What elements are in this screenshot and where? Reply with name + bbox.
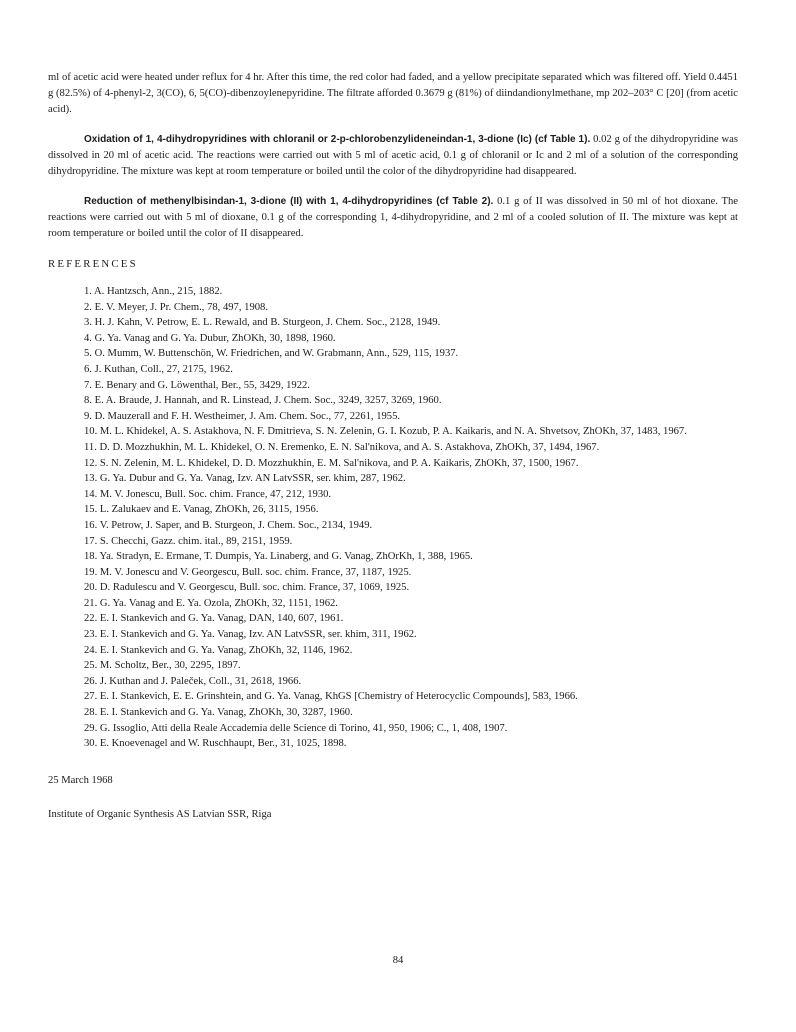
reference-item: 4. G. Ya. Vanag and G. Ya. Dubur, ZhOKh, 30, 1898, 1960.: [84, 332, 336, 344]
reference-item: 16. V. Petrow, J. Saper, and B. Sturgeon, J. Chem. Soc., 2134, 1949.: [84, 519, 373, 531]
reference-item: 28. E. I. Stankevich and G. Ya. Vanag, ZhOKh, 30, 3287, 1960.: [84, 707, 353, 719]
intro-paragraph: ml of acetic acid were heated under reflux for 4 hr. After this time, the red color had faded, and a yellow precipitate separated which was filtered off. Yield 0.4451 g (82.5%) of 4-phenyl-2, 3(CO), 6, 5(CO)-dibenzoylenepyridine. The filtrate afforded 0.3679 g (81%) of diindandionylmethane, mp 202–203° C [20] (from acetic acid).: [48, 72, 738, 115]
oxidation-text: 0.02 g of the dihydropyridine was dissolved in 20 ml of acetic acid. The reactions were carried out with 5 ml of acetic acid, 0.1 g of chloranil or Ic and 2 ml of a solution of the corresponding dihydropyridine. The mixture was kept at room temperature or boiled until the color of the dihydropyridine had disappeared.: [48, 134, 738, 177]
reference-item: 13. G. Ya. Dubur and G. Ya. Vanag, Izv. AN LatvSSR, ser. khim, 287, 1962.: [84, 473, 406, 485]
reference-item: 30. E. Knoevenagel and W. Ruschhaupt, Ber., 31, 1025, 1898.: [84, 738, 347, 750]
reference-item: 17. S. Checchi, Gazz. chim. ital., 89, 2151, 1959.: [84, 535, 293, 547]
reference-item: 7. E. Benary and G. Löwenthal, Ber., 55, 3429, 1922.: [84, 379, 310, 391]
reduction-text: 0.1 g of II was dissolved in 50 ml of hot dioxane. The reactions were carried out with 5 ml of dioxane, 0.1 g of the corresponding 1, 4-dihydropyridine, and 2 ml of a cooled solution of II. The mixture was kept at room temperature or boiled until the color of II disappeared.: [48, 196, 738, 239]
reference-item: 2. E. V. Meyer, J. Pr. Chem., 78, 497, 1908.: [84, 301, 268, 313]
reference-item: 18. Ya. Stradyn, E. Ermane, T. Dumpis, Ya. Linaberg, and G. Vanag, ZhOrKh, 1, 388, 1965.: [84, 551, 473, 563]
reference-item: 19. M. V. Jonescu and V. Georgescu, Bull. soc. chim. France, 37, 1187, 1925.: [84, 566, 412, 578]
references-heading: REFERENCES: [48, 258, 138, 270]
reduction-paragraph: [48, 194, 738, 242]
reference-item: 14. M. V. Jonescu, Bull. Soc. chim. France, 47, 212, 1930.: [84, 488, 332, 500]
reference-item: 5. O. Mumm, W. Buttenschön, W. Friedrichen, and W. Grabmann, Ann., 529, 115, 1937.: [84, 348, 459, 360]
reference-item: 15. L. Zalukaev and E. Vanag, ZhOKh, 26, 3115, 1956.: [84, 504, 319, 516]
reference-item: 8. E. A. Braude, J. Hannah, and R. Linstead, J. Chem. Soc., 3249, 3257, 3269, 1960.: [84, 395, 442, 407]
reference-item: 21. G. Ya. Vanag and E. Ya. Ozola, ZhOKh, 32, 1151, 1962.: [84, 597, 338, 609]
reference-item: 25. M. Scholtz, Ber., 30, 2295, 1897.: [84, 660, 241, 672]
reference-item: 22. E. I. Stankevich and G. Ya. Vanag, DAN, 140, 607, 1961.: [84, 613, 344, 625]
reference-item: 12. S. N. Zelenin, M. L. Khidekel, D. D. Mozzhukhin, E. M. Sal'nikova, and P. A. Kaikaris, ZhOKh, 37, 1500, 1967.: [84, 457, 579, 469]
reference-item: 26. J. Kuthan and J. Paleček, Coll., 31, 2618, 1966.: [84, 675, 302, 687]
reference-item: 29. G. Issoglio, Atti della Reale Accademia delle Science di Torino, 41, 950, 1906; C., 1, 408, 1907.: [84, 722, 508, 734]
reference-item: 27. E. I. Stankevich, E. E. Grinshtein, and G. Ya. Vanag, KhGS [Chemistry of Heterocyclic Compounds], 583, 1966.: [84, 691, 578, 703]
oxidation-heading: Oxidation of 1, 4-dihydropyridines with chloranil or 2-p-chlorobenzylideneindan-1, 3-dione (Ic) (cf Table 1).: [84, 134, 591, 145]
paper-page: [48, 70, 738, 823]
reduction-heading: Reduction of methenylbisindan-1, 3-dione (II) with 1, 4-dihydropyridines (cf Table 2).: [84, 196, 494, 207]
page-number: 84: [392, 955, 404, 966]
reference-item: 10. M. L. Khidekel, A. S. Astakhova, N. F. Dmitrieva, S. N. Zelenin, G. I. Kozub, P. A. Kaikaris, and N. A. Shvetsov, ZhOKh, 37, 1483, 1967.: [84, 426, 687, 438]
reference-item: 3. H. J. Kahn, V. Petrow, E. L. Rewald, and B. Sturgeon, J. Chem. Soc., 2128, 1949.: [84, 317, 441, 329]
submission-date: 25 March 1968: [48, 775, 113, 787]
reference-item: 23. E. I. Stankevich and G. Ya. Vanag, Izv. AN LatvSSR, ser. khim, 311, 1962.: [84, 629, 417, 641]
reference-item: 11. D. D. Mozzhukhin, M. L. Khidekel, O. N. Eremenko, E. N. Sal'nikova, and A. S. Astakhova, ZhOKh, 37, 1494, 1967.: [84, 441, 600, 453]
oxidation-paragraph: [48, 132, 738, 180]
reference-item: 9. D. Mauzerall and F. H. Westheimer, J. Am. Chem. Soc., 77, 2261, 1955.: [84, 410, 401, 422]
reference-item: 20. D. Radulescu and V. Georgescu, Bull. soc. chim. France, 37, 1069, 1925.: [84, 582, 410, 594]
reference-item: 1. A. Hantzsch, Ann., 215, 1882.: [84, 286, 223, 297]
references-list: [48, 284, 738, 751]
institute-affiliation: Institute of Organic Synthesis AS Latvian SSR, Riga: [48, 809, 272, 821]
reference-item: 6. J. Kuthan, Coll., 27, 2175, 1962.: [84, 363, 233, 375]
reference-item: 24. E. I. Stankevich and G. Ya. Vanag, ZhOKh, 32, 1146, 1962.: [84, 644, 353, 656]
